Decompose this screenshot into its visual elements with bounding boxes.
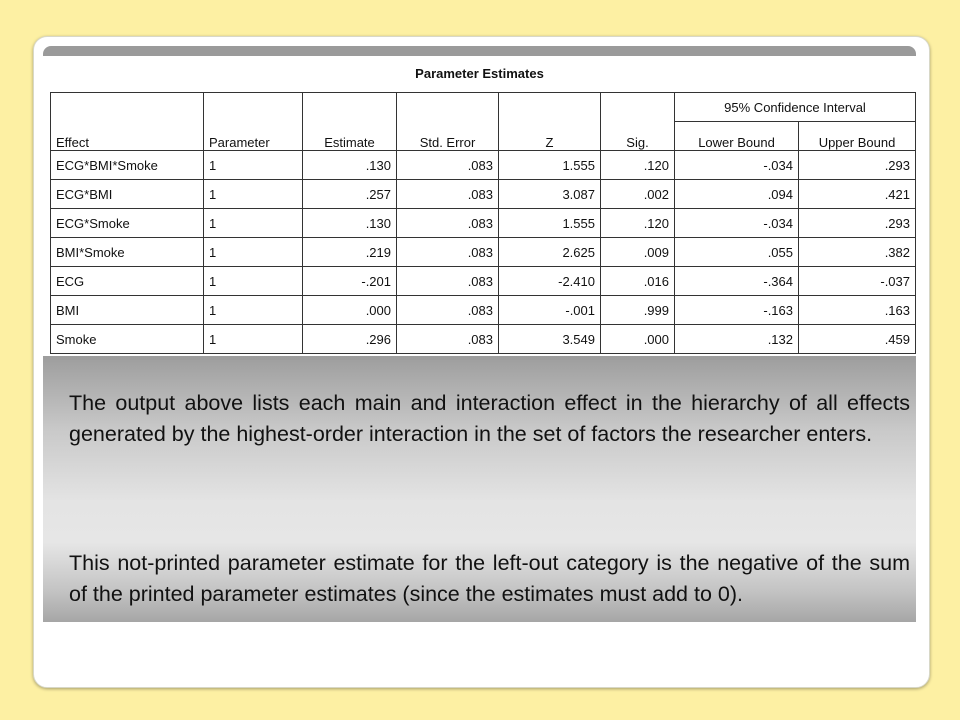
table-row <box>51 180 916 209</box>
table-header-row <box>51 93 916 122</box>
table-row <box>51 325 916 354</box>
table-title: Parameter Estimates <box>415 66 544 81</box>
cell-effect: Smoke <box>51 325 204 354</box>
cell-z: 1.555 <box>499 209 601 238</box>
cell-std-error: .083 <box>397 151 499 180</box>
cell-sig: .002 <box>601 180 675 209</box>
cell-parameter: 1 <box>204 209 303 238</box>
cell-parameter: 1 <box>204 296 303 325</box>
cell-estimate: -.201 <box>303 267 397 296</box>
table-row <box>51 151 916 180</box>
cell-z: 3.549 <box>499 325 601 354</box>
cell-z: 2.625 <box>499 238 601 267</box>
header-parameter: Parameter <box>204 93 303 151</box>
table-row <box>51 209 916 238</box>
header-ci-group: 95% Confidence Interval <box>675 93 916 122</box>
cell-effect: BMI <box>51 296 204 325</box>
cell-estimate: .000 <box>303 296 397 325</box>
cell-upper-bound: .459 <box>799 325 916 354</box>
header-upper-bound: Upper Bound <box>799 122 916 151</box>
parameter-estimates-table <box>50 92 916 354</box>
cell-lower-bound: .055 <box>675 238 799 267</box>
cell-sig: .009 <box>601 238 675 267</box>
cell-upper-bound: -.037 <box>799 267 916 296</box>
table-row <box>51 267 916 296</box>
cell-parameter: 1 <box>204 267 303 296</box>
cell-sig: .120 <box>601 151 675 180</box>
cell-effect: ECG <box>51 267 204 296</box>
header-sig: Sig. <box>601 93 675 151</box>
cell-estimate: .296 <box>303 325 397 354</box>
header-estimate: Estimate <box>303 93 397 151</box>
cell-lower-bound: -.034 <box>675 151 799 180</box>
cell-std-error: .083 <box>397 325 499 354</box>
header-std-error: Std. Error <box>397 93 499 151</box>
paragraph-output-description: The output above lists each main and interaction effect in the hierarchy of all effects generated by the highest-order interaction in the set of factors the researcher enters. <box>69 391 910 446</box>
cell-std-error: .083 <box>397 238 499 267</box>
cell-estimate: .257 <box>303 180 397 209</box>
cell-z: -.001 <box>499 296 601 325</box>
cell-z: 1.555 <box>499 151 601 180</box>
table-row <box>51 238 916 267</box>
cell-sig: .016 <box>601 267 675 296</box>
cell-lower-bound: .132 <box>675 325 799 354</box>
cell-parameter: 1 <box>204 325 303 354</box>
header-effect: Effect <box>51 93 204 151</box>
cell-sig: .000 <box>601 325 675 354</box>
header-lower-bound: Lower Bound <box>675 122 799 151</box>
cell-z: 3.087 <box>499 180 601 209</box>
cell-lower-bound: -.364 <box>675 267 799 296</box>
slide-top-bar <box>43 46 916 56</box>
cell-std-error: .083 <box>397 180 499 209</box>
cell-estimate: .130 <box>303 209 397 238</box>
cell-parameter: 1 <box>204 151 303 180</box>
cell-sig: .999 <box>601 296 675 325</box>
cell-upper-bound: .293 <box>799 209 916 238</box>
cell-z: -2.410 <box>499 267 601 296</box>
table-row <box>51 296 916 325</box>
cell-upper-bound: .382 <box>799 238 916 267</box>
cell-upper-bound: .293 <box>799 151 916 180</box>
cell-parameter: 1 <box>204 238 303 267</box>
paragraph-left-out-category: This not-printed parameter estimate for the left-out category is the negative of the sum of the printed parameter estimates (since the estimates must add to 0). <box>69 551 910 606</box>
cell-effect: ECG*BMI <box>51 180 204 209</box>
cell-parameter: 1 <box>204 180 303 209</box>
cell-effect: ECG*BMI*Smoke <box>51 151 204 180</box>
cell-lower-bound: -.163 <box>675 296 799 325</box>
cell-lower-bound: .094 <box>675 180 799 209</box>
cell-lower-bound: -.034 <box>675 209 799 238</box>
cell-effect: BMI*Smoke <box>51 238 204 267</box>
cell-estimate: .219 <box>303 238 397 267</box>
cell-std-error: .083 <box>397 296 499 325</box>
cell-std-error: .083 <box>397 267 499 296</box>
cell-effect: ECG*Smoke <box>51 209 204 238</box>
header-z: Z <box>499 93 601 151</box>
cell-upper-bound: .163 <box>799 296 916 325</box>
cell-upper-bound: .421 <box>799 180 916 209</box>
cell-std-error: .083 <box>397 209 499 238</box>
cell-sig: .120 <box>601 209 675 238</box>
cell-estimate: .130 <box>303 151 397 180</box>
